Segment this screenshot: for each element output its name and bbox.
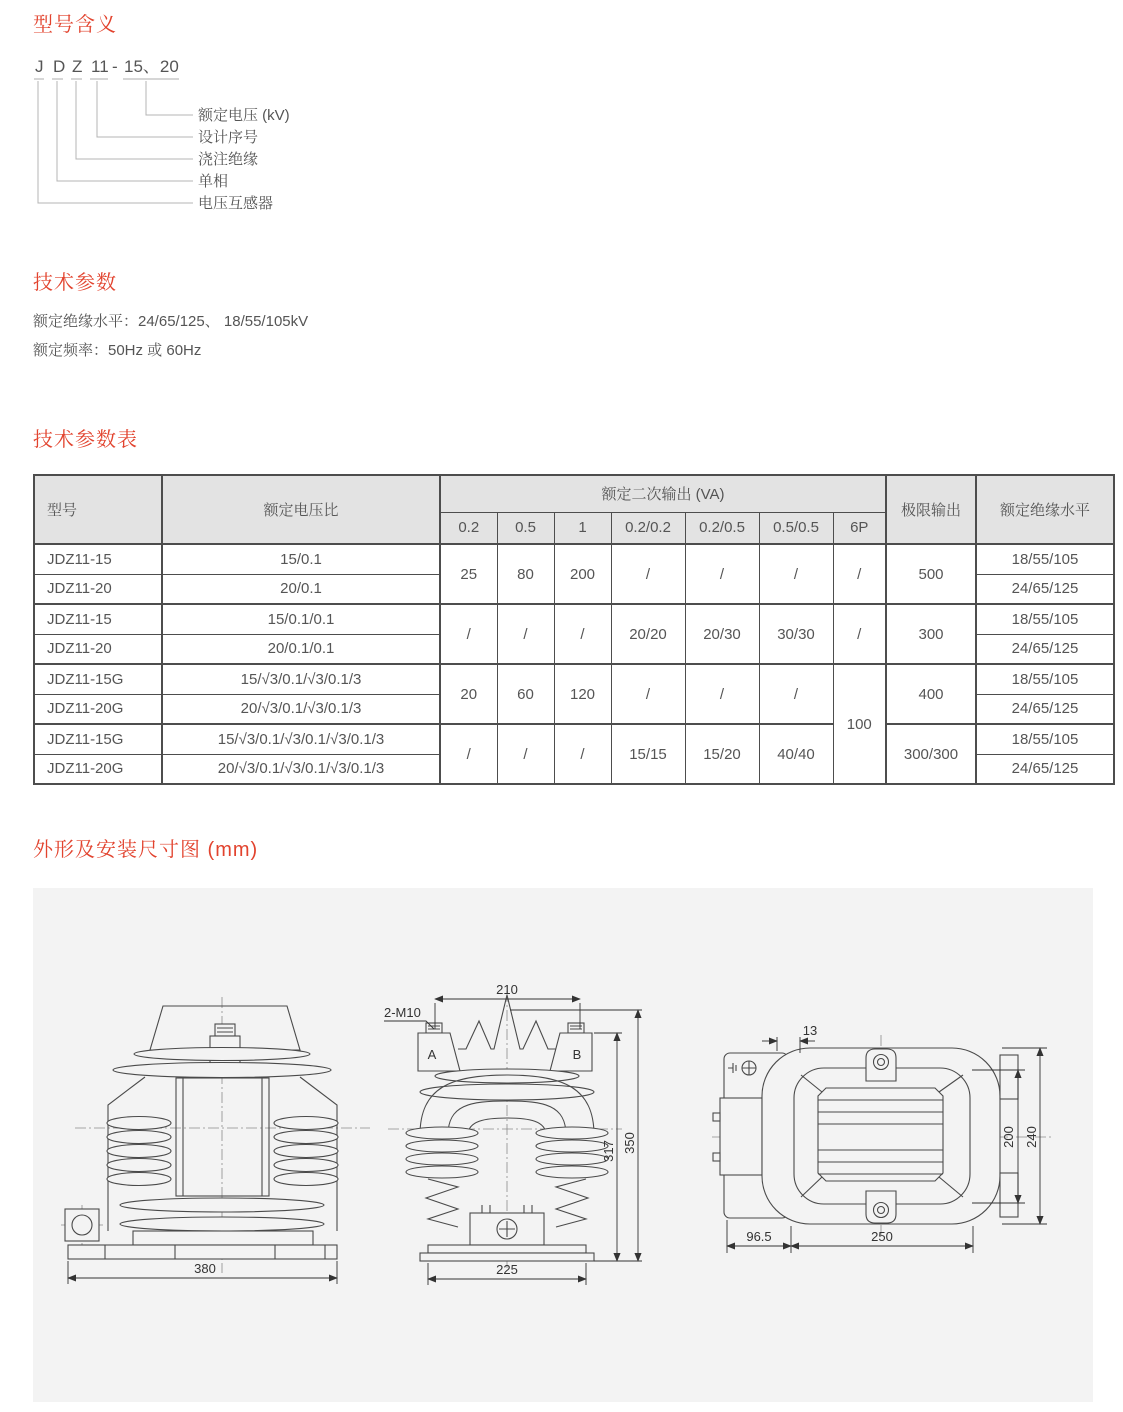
ratio-cell: 15/0.1/0.1 xyxy=(162,604,440,634)
insulation-cell: 18/55/105 xyxy=(976,724,1114,754)
connector-lines xyxy=(38,81,193,203)
label-design-serial: 设计序号 xyxy=(198,129,259,146)
code-part-11: 11 xyxy=(91,57,109,76)
table-row xyxy=(34,604,1114,634)
va-cell: 200 xyxy=(554,544,611,604)
sixp-cell: / xyxy=(833,604,886,664)
col-header-02: 0.2 xyxy=(440,512,497,544)
va-cell: 15/15 xyxy=(611,724,685,784)
drawings-panel xyxy=(33,888,1093,1402)
va-cell: 20/20 xyxy=(611,604,685,664)
param-rated-frequency: 额定频率：50Hz 或 60Hz xyxy=(33,342,202,359)
ratio-cell: 20/√3/0.1/√3/0.1/√3/0.1/3 xyxy=(162,754,440,784)
label-rated-voltage: 额定电压 (kV) xyxy=(198,107,290,124)
insulation-cell: 24/65/125 xyxy=(976,754,1114,784)
limit-cell: 400 xyxy=(886,664,976,724)
table-row xyxy=(34,664,1114,694)
model-cell: JDZ11-15 xyxy=(34,544,162,574)
va-cell: 20/30 xyxy=(685,604,759,664)
code-part-d: D xyxy=(53,57,66,76)
right-insulator-stack xyxy=(536,1127,608,1178)
model-cell: JDZ11-20 xyxy=(34,574,162,604)
limit-cell: 300/300 xyxy=(886,724,976,784)
section-title-spec-table: 技术参数表 xyxy=(33,429,138,451)
top-view-drawing xyxy=(700,1013,1090,1315)
va-cell: / xyxy=(759,544,833,604)
terminal-b-label: B xyxy=(572,1047,582,1062)
model-cell: JDZ11-15G xyxy=(34,724,162,754)
ratio-cell: 15/0.1 xyxy=(162,544,440,574)
bolt-spec-label: 2-M10 xyxy=(384,1005,421,1020)
va-cell: 30/30 xyxy=(759,604,833,664)
table-row xyxy=(34,544,1114,574)
label-cast-insulation: 浇注绝缘 xyxy=(198,151,259,168)
va-cell: / xyxy=(759,664,833,724)
col-header-va-group: 额定二次输出 (VA) xyxy=(440,475,886,512)
va-cell: 40/40 xyxy=(759,724,833,784)
section-title-dimensions: 外形及安装尺寸图 (mm) xyxy=(33,839,259,861)
front-view-dimension xyxy=(68,1261,337,1284)
va-cell: 25 xyxy=(440,544,497,604)
insulation-cell: 24/65/125 xyxy=(976,634,1114,664)
va-cell: / xyxy=(611,664,685,724)
terminal-a-label: A xyxy=(427,1047,437,1062)
model-cell: JDZ11-20G xyxy=(34,694,162,724)
va-cell: / xyxy=(554,724,611,784)
dim-label-225: 225 xyxy=(496,1262,518,1277)
model-cell: JDZ11-20 xyxy=(34,634,162,664)
va-cell: / xyxy=(685,664,759,724)
ratio-cell: 15/√3/0.1/√3/0.1/√3/0.1/3 xyxy=(162,724,440,754)
sixp-cell-shared: 100 xyxy=(833,664,886,784)
va-cell: 60 xyxy=(497,664,554,724)
dim-label-350: 350 xyxy=(622,1132,637,1154)
va-cell: / xyxy=(497,724,554,784)
dim-label-317: 317 xyxy=(601,1140,616,1162)
ratio-cell: 15/√3/0.1/√3/0.1/3 xyxy=(162,664,440,694)
model-cell: JDZ11-15G xyxy=(34,664,162,694)
limit-cell: 500 xyxy=(886,544,976,604)
dim-label-13: 13 xyxy=(802,1023,818,1038)
va-cell: / xyxy=(440,604,497,664)
model-code-diagram xyxy=(33,42,533,227)
section-title-model-meaning: 型号含义 xyxy=(33,14,117,36)
code-part-j: J xyxy=(35,57,44,76)
top-view-body xyxy=(713,1048,1018,1224)
section-title-tech-params: 技术参数 xyxy=(33,272,117,294)
col-header-model: 型号 xyxy=(34,475,162,544)
va-cell: / xyxy=(497,604,554,664)
col-header-limit: 极限输出 xyxy=(886,475,976,544)
model-code-text xyxy=(35,57,179,76)
va-cell: 80 xyxy=(497,544,554,604)
header-row-1 xyxy=(34,475,1114,512)
ratio-cell: 20/0.1 xyxy=(162,574,440,604)
code-part-dash: - xyxy=(112,57,118,76)
dim-label-250: 250 xyxy=(871,1229,893,1244)
va-cell: / xyxy=(440,724,497,784)
va-cell: 120 xyxy=(554,664,611,724)
ratio-cell: 20/0.1/0.1 xyxy=(162,634,440,664)
col-header-0205: 0.2/0.5 xyxy=(685,512,759,544)
code-part-z: Z xyxy=(72,57,83,76)
insulation-cell: 24/65/125 xyxy=(976,574,1114,604)
col-header-0505: 0.5/0.5 xyxy=(759,512,833,544)
right-insulator-stack xyxy=(274,1117,338,1186)
dim-label-240: 240 xyxy=(1024,1126,1039,1148)
dim-label-200: 200 xyxy=(1001,1126,1016,1148)
code-labels xyxy=(198,106,290,212)
col-header-6p: 6P xyxy=(833,512,886,544)
va-cell: / xyxy=(611,544,685,604)
dim-label-96-5: 96.5 xyxy=(746,1229,772,1244)
label-voltage-transformer: 电压互感器 xyxy=(198,195,274,212)
insulation-cell: 18/55/105 xyxy=(976,664,1114,694)
va-cell: 15/20 xyxy=(685,724,759,784)
limit-cell: 300 xyxy=(886,604,976,664)
center-view-drawing xyxy=(370,983,670,1315)
insulation-cell: 18/55/105 xyxy=(976,604,1114,634)
model-cell: JDZ11-20G xyxy=(34,754,162,784)
dim-label-380: 380 xyxy=(194,1261,216,1276)
col-header-1: 1 xyxy=(554,512,611,544)
va-cell: / xyxy=(685,544,759,604)
front-view-body xyxy=(65,1006,338,1259)
col-header-0202: 0.2/0.2 xyxy=(611,512,685,544)
col-header-ratio: 额定电压比 xyxy=(162,475,440,544)
front-view-drawing xyxy=(45,983,385,1305)
param-insulation-level: 额定绝缘水平：24/65/125、 18/55/105kV xyxy=(33,313,309,330)
code-part-voltage: 15、20 xyxy=(124,57,179,76)
col-header-05: 0.5 xyxy=(497,512,554,544)
dim-label-210: 210 xyxy=(496,983,518,997)
left-insulator-stack xyxy=(406,1127,478,1178)
insulation-cell: 24/65/125 xyxy=(976,694,1114,724)
insulation-cell: 18/55/105 xyxy=(976,544,1114,574)
va-cell: 20 xyxy=(440,664,497,724)
label-single-phase: 单相 xyxy=(198,173,229,190)
left-insulator-stack xyxy=(107,1117,171,1186)
sixp-cell: / xyxy=(833,544,886,604)
spec-table xyxy=(33,474,1115,785)
model-cell: JDZ11-15 xyxy=(34,604,162,634)
col-header-insulation: 额定绝缘水平 xyxy=(976,475,1114,544)
table-row xyxy=(34,724,1114,754)
va-cell: / xyxy=(554,604,611,664)
ratio-cell: 20/√3/0.1/√3/0.1/3 xyxy=(162,694,440,724)
